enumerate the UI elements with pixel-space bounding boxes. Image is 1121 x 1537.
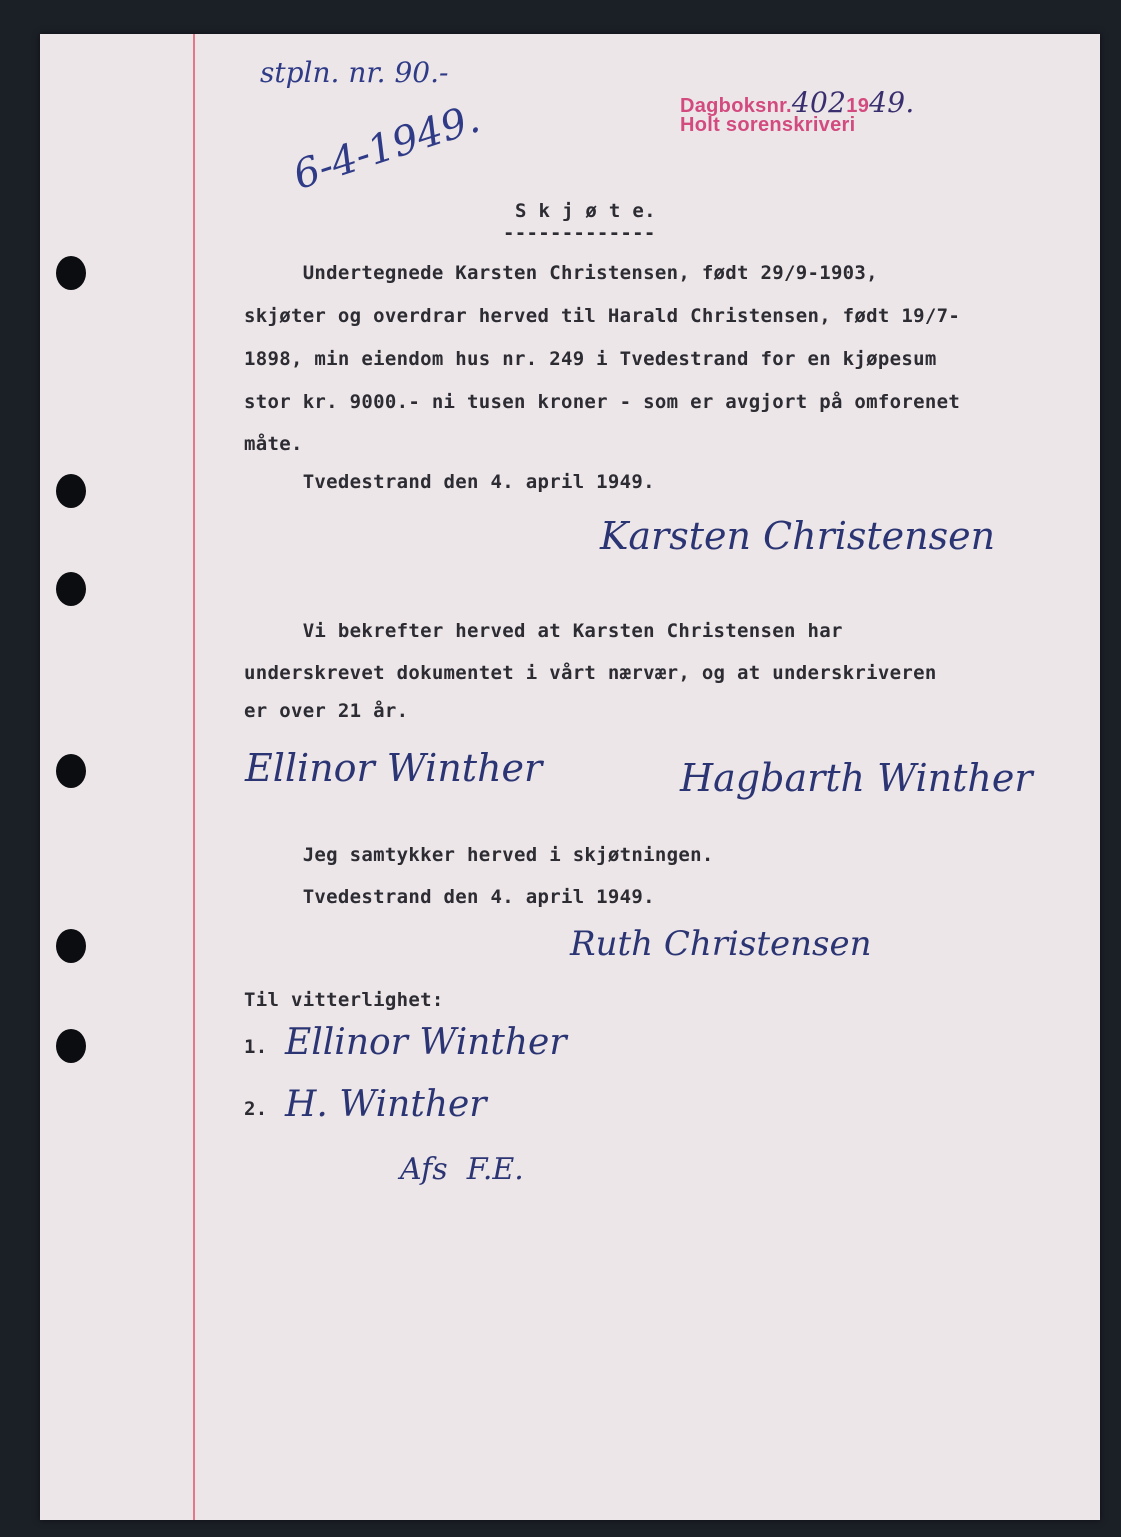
paragraph-1-line: 1898, min eiendom hus nr. 249 i Tvedestrand for en kjøpesum [244,348,937,370]
title-underline: ------------- [503,222,656,244]
paragraph-2-line: er over 21 år. [244,700,409,722]
signature-witness-2: H. Winther [285,1084,487,1125]
signature-seller: Karsten Christensen [600,514,996,558]
annotation-date: 6-4-1949. [287,95,486,199]
punch-hole [56,256,86,290]
stamp-court: Holt sorenskriveri [680,114,856,136]
annotation-stpln: stpln. nr. 90.- [260,56,449,89]
punch-hole [56,929,86,963]
stamp-year-hand: 49. [869,86,915,119]
signature-witness-1: Ellinor Winther [285,1022,567,1063]
stamp-year-printed: 19 [846,95,870,117]
margin-line [193,34,195,1520]
consent-line: Jeg samtykker herved i skjøtningen. [244,844,714,866]
witness-heading: Til vitterlighet: [244,989,444,1011]
witness-1-number: 1. [244,1036,268,1058]
stamp-number: 402 [791,86,847,119]
document-title: S k j ø t e. [515,200,656,222]
stamp-prefix: Dagboksnr. [680,95,792,117]
document-page [40,34,1100,1520]
place-date-2: Tvedestrand den 4. april 1949. [244,886,655,908]
paragraph-2-line: underskrevet dokumentet i vårt nærvær, og at underskriveren [244,662,937,684]
punch-hole [56,1029,86,1063]
witness-2-number: 2. [244,1098,268,1120]
place-date-1: Tvedestrand den 4. april 1949. [244,471,655,493]
paragraph-1-line: stor kr. 9000.- ni tusen kroner - som er avgjort på omforenet [244,391,961,413]
signature-spouse: Ruth Christensen [570,924,872,964]
signature-witness-left: Ellinor Winther [245,746,543,790]
paragraph-2-line: Vi bekrefter herved at Karsten Christensen har [244,620,843,642]
punch-hole [56,754,86,788]
paragraph-1-line: Undertegnede Karsten Christensen, født 29/9-1903, [244,262,878,284]
punch-hole [56,474,86,508]
punch-hole [56,572,86,606]
paragraph-1-line: skjøter og overdrar herved til Harald Christensen, født 19/7- [244,305,961,327]
signature-witness-right: Hagbarth Winther [680,756,1033,800]
paragraph-1-line: måte. [244,433,303,455]
initials: Afs F.E. [400,1152,524,1187]
